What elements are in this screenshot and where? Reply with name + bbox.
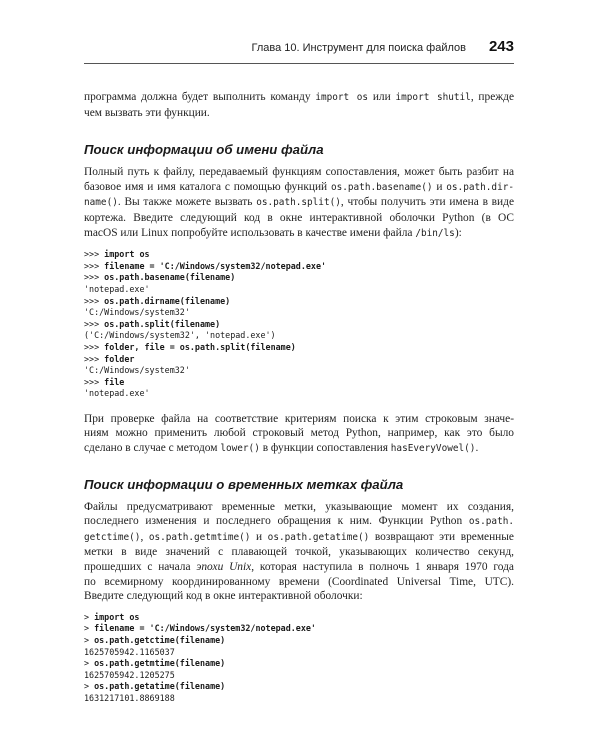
code-prompt: >>> xyxy=(84,295,105,306)
code-output: 'C:/Windows/system32' xyxy=(84,365,190,376)
code-line xyxy=(84,388,514,400)
text-line: getctime(), os.path.getmtime() и os.path.getatime() возвращают эти временные xyxy=(84,530,514,543)
inline-code: getctime() xyxy=(84,531,141,543)
running-header xyxy=(84,37,514,64)
inline-code: lower() xyxy=(220,443,260,455)
inline-code: import os xyxy=(315,92,369,103)
code-input: os.path.split(filename) xyxy=(104,318,221,329)
section-heading-filename: Поиск информации об имени файла xyxy=(84,142,324,158)
code-prompt: >>> xyxy=(84,341,105,352)
code-line xyxy=(84,296,514,308)
code-line xyxy=(84,647,514,659)
paragraph-filename-intro xyxy=(84,165,514,241)
code-line xyxy=(84,623,514,635)
code-prompt: > xyxy=(84,635,95,645)
code-line xyxy=(84,261,514,273)
code-line xyxy=(84,342,514,354)
page-number: 243 xyxy=(488,38,514,55)
code-line xyxy=(84,330,514,342)
text-line: по всемирному координированному времени (Coordinated Universal Time, UTC). xyxy=(84,575,514,588)
text-line: Введите следующий код в окне интерактивной оболочки: xyxy=(84,590,363,603)
inline-code: os.path. xyxy=(468,516,514,528)
code-line xyxy=(84,612,514,624)
code-prompt: >>> xyxy=(84,272,105,283)
code-listing-filename xyxy=(84,249,514,400)
code-input: os.path.getmtime(filename) xyxy=(94,658,226,669)
text-line: Полный путь к файлу, передаваемый функциям сопоставления, может быть разбит на xyxy=(84,166,514,179)
code-prompt: >>> xyxy=(84,260,105,271)
code-prompt: >>> xyxy=(84,249,105,260)
inline-code: os.path.split() xyxy=(256,197,341,209)
code-prompt: > xyxy=(84,681,95,692)
text-line: последнего изменения и последнего обращения к ним. Функции Python os.path. xyxy=(84,515,514,528)
text-line: сделано в случае с методом lower() в функции сопоставления hasEveryVowel(). xyxy=(84,442,479,455)
text-line: Файлы предусматривают временные метки, указывающие момент их создания, xyxy=(84,500,514,513)
paragraph-timestamps-intro xyxy=(84,500,514,604)
code-line xyxy=(84,319,514,331)
code-line xyxy=(84,307,514,319)
text-line: ниям можно применить любой строковый метод Python, например, как это было xyxy=(84,427,514,440)
text-line: При проверке файла на соответствие критериям поиска к этим строковым значе- xyxy=(84,412,514,425)
code-input: filename = 'C:/Windows/system32/notepad.exe' xyxy=(94,623,316,634)
code-line xyxy=(84,658,514,670)
inline-code: import shutil xyxy=(395,92,471,103)
code-input: os.path.getctime(filename) xyxy=(94,635,226,645)
text-line: программа должна будет выполнить команду import os или import shutil, прежде xyxy=(84,91,515,103)
code-input: filename = 'C:/Windows/system32/notepad.exe' xyxy=(104,260,327,271)
code-line xyxy=(84,365,514,377)
code-input: import os xyxy=(94,611,140,622)
inline-code: os.path.basename() xyxy=(330,181,433,193)
code-input: os.path.dirname(filename) xyxy=(104,295,231,306)
code-prompt: >>> xyxy=(84,318,105,329)
inline-code: os.path.dir- xyxy=(446,181,514,193)
chapter-title: Глава 10. Инструмент для поиска файлов xyxy=(251,42,466,54)
code-input: os.path.getatime(filename) xyxy=(94,681,226,692)
intro-paragraph xyxy=(84,90,514,120)
inline-code: /bin/ls xyxy=(415,227,455,239)
code-output: 'C:/Windows/system32' xyxy=(84,307,190,318)
code-line xyxy=(84,284,514,296)
code-prompt: > xyxy=(84,623,95,634)
code-input: os.path.basename(filename) xyxy=(104,272,236,283)
code-line xyxy=(84,670,514,682)
code-output: 1625705942.1205275 xyxy=(84,669,175,680)
text-line: прошедших с начала эпохи Unix, которая наступила в полночь 1 января 1970 года xyxy=(84,561,514,574)
inline-code: hasEveryVowel() xyxy=(390,443,476,455)
code-listing-timestamps xyxy=(84,612,514,705)
text-line: чем вызвать эти функции. xyxy=(84,106,210,119)
text-line: базовое имя и имя каталога с помощью функций os.path.basename() и os.path.dir- xyxy=(84,180,514,193)
code-line xyxy=(84,272,514,284)
page-content xyxy=(84,90,514,705)
text-line: кортежа. Введите следующий код в окне интерактивной оболочки Python (в ОС xyxy=(84,211,514,224)
code-input: import os xyxy=(104,249,150,260)
inline-code: name() xyxy=(84,197,118,209)
text-line: name(). Вы также можете вызвать os.path.split(), чтобы получить эти имена в виде xyxy=(84,196,514,209)
code-line xyxy=(84,635,514,647)
code-input: file xyxy=(104,376,125,387)
code-output: 'notepad.exe' xyxy=(84,283,150,294)
code-line xyxy=(84,693,514,705)
code-prompt: > xyxy=(84,611,95,622)
section-heading-timestamps: Поиск информации о временных метках файла xyxy=(84,476,404,492)
code-input: folder, file = os.path.split(filename) xyxy=(104,341,296,352)
code-output: 'notepad.exe' xyxy=(84,388,150,399)
code-output: 1625705942.1165037 xyxy=(84,646,175,657)
code-prompt: >>> xyxy=(84,376,105,387)
inline-code: os.path.getatime() xyxy=(267,531,370,543)
paragraph-string-methods xyxy=(84,412,514,457)
text-line: macOS или Linux попробуйте использовать в качестве имени файла /bin/ls): xyxy=(84,226,462,239)
text-line: метки в виде значений с плавающей точкой, указывающих количество секунд, xyxy=(84,546,514,559)
code-output: 1631217101.8869188 xyxy=(84,692,175,703)
code-line xyxy=(84,249,514,261)
code-line xyxy=(84,354,514,366)
code-prompt: >>> xyxy=(84,353,105,364)
inline-code: os.path.getmtime() xyxy=(148,531,251,543)
code-output: ('C:/Windows/system32', 'notepad.exe') xyxy=(84,330,276,341)
code-prompt: > xyxy=(84,658,95,669)
code-input: folder xyxy=(104,353,135,364)
emphasis-term: эпохи Unix xyxy=(196,561,252,574)
code-line xyxy=(84,681,514,693)
code-line xyxy=(84,377,514,389)
